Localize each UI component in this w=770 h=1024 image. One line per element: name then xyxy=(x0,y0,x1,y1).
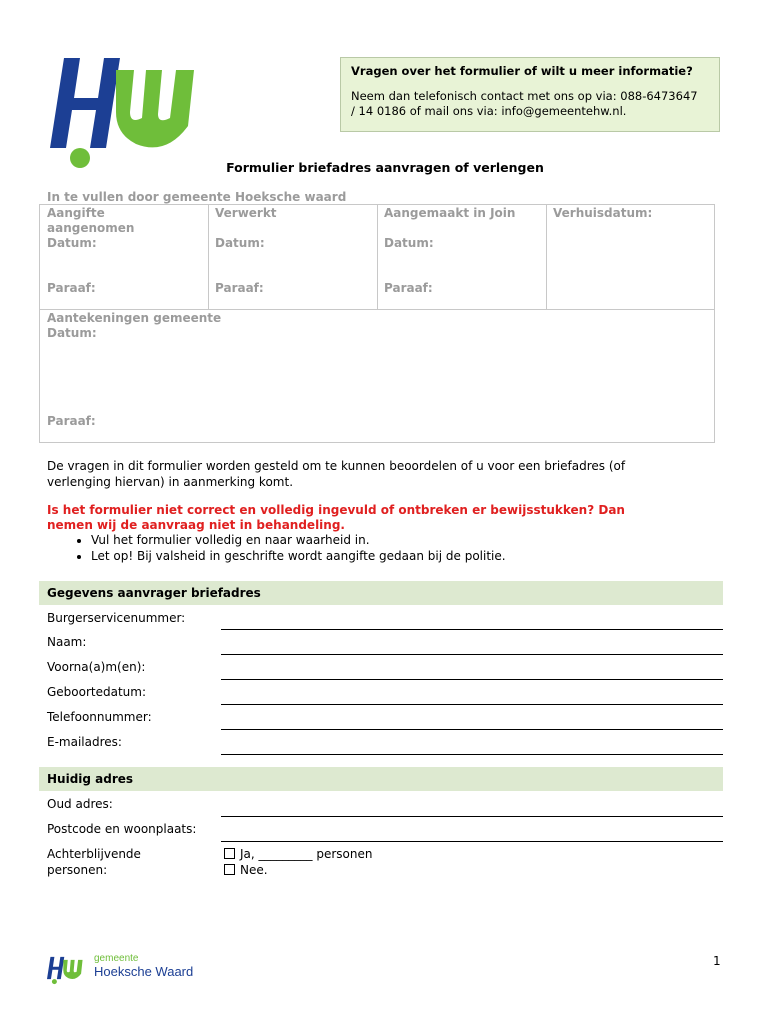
footer-logo-name: Hoeksche Waard xyxy=(94,964,194,979)
bullet-item: • Vul het formulier volledig en naar waarheid in. xyxy=(91,532,707,548)
notes-title: Aantekeningen gemeente xyxy=(47,311,222,325)
option-yes[interactable]: Ja, _________ personen xyxy=(224,846,372,862)
col2-title: Verwerkt xyxy=(215,206,277,220)
field-label-geboortedatum: Geboortedatum: xyxy=(47,685,147,699)
field-input-oud-adres[interactable] xyxy=(221,816,723,817)
bullet-item: • Let op! Bij valsheid in geschrifte wordt aangifte gedaan bij de politie. xyxy=(91,548,707,564)
field-input-bsn[interactable] xyxy=(221,629,723,630)
option-no[interactable]: Nee. xyxy=(224,862,268,878)
checkbox-yes[interactable] xyxy=(224,848,235,859)
field-label-voornamen: Voorna(a)m(en): xyxy=(47,660,146,674)
field-label-postcode: Postcode en woonplaats: xyxy=(47,822,197,836)
checkbox-no[interactable] xyxy=(224,864,235,875)
field-input-naam[interactable] xyxy=(221,654,723,655)
field-input-voornamen[interactable] xyxy=(221,679,723,680)
footer-logo-small: gemeente xyxy=(94,953,139,964)
col1-paraaf: Paraaf: xyxy=(47,281,96,295)
notes-datum: Datum: xyxy=(47,326,97,340)
col3-title: Aangemaakt in Join xyxy=(384,206,516,220)
col4-title: Verhuisdatum: xyxy=(553,206,653,220)
field-label-telefoon: Telefoonnummer: xyxy=(47,710,152,724)
form-title: Formulier briefadres aanvragen of verlengen xyxy=(226,160,544,175)
section-applicant-header: Gegevens aanvrager briefadres xyxy=(39,581,723,605)
info-box-title: Vragen over het formulier of wilt u meer informatie? xyxy=(351,64,693,78)
field-input-email[interactable] xyxy=(221,754,723,755)
col3-datum: Datum: xyxy=(384,236,434,250)
field-label-achterblijvende: Achterblijvende personen: xyxy=(47,847,141,877)
col2-paraaf: Paraaf: xyxy=(215,281,264,295)
admin-table xyxy=(39,204,715,443)
info-box-line1: Neem dan telefonisch contact met ons op via: 088-6473647 xyxy=(351,89,698,103)
field-label-email: E-mailadres: xyxy=(47,735,122,749)
col2-datum: Datum: xyxy=(215,236,265,250)
warning-text: Is het formulier niet correct en volledig ingevuld of ontbreken er bewijsstukken? Dan nemen wij de aanvraag niet in behandeling. xyxy=(47,503,625,532)
field-label-oud-adres: Oud adres: xyxy=(47,797,113,811)
footer-logo xyxy=(46,953,216,985)
field-label-naam: Naam: xyxy=(47,635,87,649)
admin-header: In te vullen door gemeente Hoeksche waard xyxy=(47,190,347,204)
field-input-telefoon[interactable] xyxy=(221,729,723,730)
footer-logo-mark-icon xyxy=(46,955,88,985)
hw-logo xyxy=(46,52,216,170)
intro-text: De vragen in dit formulier worden gesteld om te kunnen beoordelen of u voor een briefadres (of verlenging hiervan) in aanmerking komt. xyxy=(47,459,626,489)
notes-paraaf: Paraaf: xyxy=(47,414,96,428)
col3-paraaf: Paraaf: xyxy=(384,281,433,295)
field-label-bsn: Burgerservicenummer: xyxy=(47,611,186,625)
col1-title: Aangifte aangenomen xyxy=(47,206,135,235)
col1-datum: Datum: xyxy=(47,236,97,250)
field-input-geboortedatum[interactable] xyxy=(221,704,723,705)
field-input-postcode[interactable] xyxy=(221,841,723,842)
page-number: 1 xyxy=(713,954,721,968)
bullet-list xyxy=(47,532,707,564)
info-box-line2: / 14 0186 of mail ons via: info@gemeentehw.nl. xyxy=(351,104,627,118)
section-address-header: Huidig adres xyxy=(39,767,723,791)
info-box xyxy=(340,57,720,132)
